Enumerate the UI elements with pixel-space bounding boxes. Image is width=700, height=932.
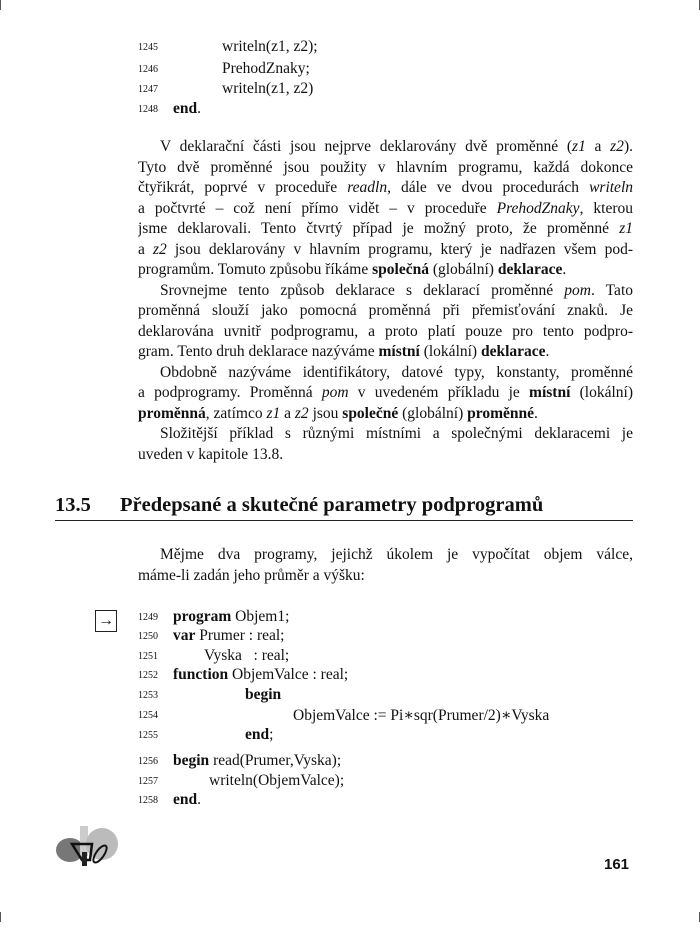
text-segment: Tyto dvě proměnné jsou použity v hlavním programu, každá dokonce xyxy=(138,158,633,176)
line-number: 1256 xyxy=(138,756,158,767)
code-line xyxy=(173,666,348,684)
text-segment: writeln(z1, z2); xyxy=(222,38,318,55)
text-segment: deklarována uvnitř podprogramu, a proto platí pouze pro tento podpro- xyxy=(138,322,633,340)
text-line xyxy=(138,323,633,343)
text-segment: ; xyxy=(269,726,274,743)
code-line xyxy=(204,647,289,665)
code-line xyxy=(173,608,289,626)
text-segment: jsou deklarovány v hlavním programu, který je nadřazen všem pod- xyxy=(166,240,633,258)
line-number: 1254 xyxy=(138,710,158,721)
text-segment: z2 xyxy=(610,138,624,155)
text-segment: Srovnejme tento způsob deklarace s deklarací proměnné xyxy=(160,281,565,299)
text-segment: end xyxy=(173,100,198,117)
text-line xyxy=(138,241,633,261)
code-line xyxy=(222,80,313,98)
text-line xyxy=(138,261,633,279)
text-segment: writeln(z1, z2) xyxy=(222,80,314,97)
crop-mark xyxy=(0,0,1,10)
line-number: 1250 xyxy=(138,631,158,642)
text-segment: z1 xyxy=(619,220,633,237)
line-number: 1245 xyxy=(138,42,158,53)
logo-icon xyxy=(52,822,132,872)
text-segment: a xyxy=(280,404,295,422)
text-segment: deklarace xyxy=(497,261,563,278)
text-segment: proměnná xyxy=(138,404,206,422)
text-segment: . xyxy=(534,404,538,422)
text-segment: end xyxy=(245,726,270,743)
text-segment: , kterou xyxy=(579,199,633,217)
text-segment: , zatímco xyxy=(205,404,267,422)
text-segment: begin xyxy=(173,752,210,769)
section-heading xyxy=(55,494,633,521)
line-number: 1253 xyxy=(138,690,158,701)
text-segment: writeln(ObjemValce); xyxy=(209,772,345,789)
text-segment: PrehodZnaky xyxy=(496,199,580,217)
text-segment: Mějme dva programy, jejichž úkolem je vypočítat objem válce, xyxy=(160,546,633,563)
line-number: 1257 xyxy=(138,776,158,787)
text-segment: proměnná slouží jako pomocná proměnná při přemisťování znaků. Je xyxy=(138,302,633,319)
text-segment: program xyxy=(173,608,232,625)
text-line xyxy=(138,159,633,179)
crop-mark xyxy=(0,912,1,922)
text-line xyxy=(160,282,633,302)
text-line xyxy=(138,567,633,585)
text-segment: jsou xyxy=(308,404,343,422)
text-segment: . xyxy=(545,343,550,360)
text-segment: místní xyxy=(529,384,571,401)
text-line xyxy=(138,220,633,240)
text-line xyxy=(160,425,633,445)
line-number: 1246 xyxy=(138,64,158,75)
text-segment: (globální) xyxy=(398,404,468,422)
code-line xyxy=(173,752,341,770)
code-line xyxy=(222,38,318,56)
text-segment: PrehodZnaky; xyxy=(222,60,310,77)
page-number: 161 xyxy=(604,856,630,873)
text-segment: Složitější příklad s různými místními a společnými deklaracemi je xyxy=(160,425,633,442)
text-segment: readln xyxy=(347,179,388,196)
line-number: 1251 xyxy=(138,651,158,662)
text-segment: (lokální) xyxy=(419,343,481,360)
text-segment: společné xyxy=(342,404,399,422)
text-line xyxy=(138,200,633,220)
text-segment: pom xyxy=(321,384,349,401)
text-line xyxy=(138,446,633,464)
text-segment: (globální) xyxy=(428,261,498,278)
code-line xyxy=(222,60,310,78)
text-segment: společná xyxy=(372,261,429,278)
text-segment: , dále ve dvou procedurách xyxy=(387,179,590,196)
text-segment: Objem1; xyxy=(231,608,290,625)
section-title: Předepsané a skutečné parametry podprogramů xyxy=(120,494,544,516)
text-segment: deklarace xyxy=(480,343,546,360)
text-segment: writeln xyxy=(589,179,633,196)
text-segment: čtyřikrát, poprvé v proceduře xyxy=(138,179,348,196)
text-segment: read(Prumer,Vyska); xyxy=(209,752,342,769)
text-segment: . xyxy=(197,100,201,117)
text-line xyxy=(160,546,633,566)
text-line xyxy=(160,364,633,384)
text-line xyxy=(138,179,633,199)
text-segment: var xyxy=(173,627,196,644)
text-segment: ObjemValce : real; xyxy=(228,666,349,683)
arrow-right-icon: → xyxy=(95,610,117,632)
text-segment: z1 xyxy=(266,404,281,422)
line-number: 1247 xyxy=(138,84,158,95)
code-line xyxy=(245,726,273,744)
code-line xyxy=(209,772,344,790)
text-segment: function xyxy=(173,666,229,683)
text-segment: proměnné xyxy=(467,404,535,422)
text-segment: (lokální) xyxy=(570,384,633,401)
text-segment: . Tato xyxy=(590,281,633,299)
text-line xyxy=(138,405,633,423)
code-line xyxy=(173,627,285,645)
text-segment: z2 xyxy=(294,404,309,422)
section-number: 13.5 xyxy=(55,494,91,516)
text-line xyxy=(138,343,633,361)
line-number: 1252 xyxy=(138,670,158,681)
code-line xyxy=(173,791,201,809)
text-segment: ). xyxy=(623,138,633,155)
text-segment: pom xyxy=(564,281,591,299)
text-segment: Vyska : real; xyxy=(204,647,290,664)
code-line xyxy=(245,686,281,704)
line-number: 1255 xyxy=(138,730,158,741)
text-segment: . xyxy=(562,261,567,278)
text-segment: Obdobně nazýváme identifikátory, datové typy, konstanty, proměnné xyxy=(160,363,633,381)
text-segment: v uvedeném příkladu je xyxy=(348,384,530,401)
line-number: 1248 xyxy=(138,104,158,115)
text-segment: z1 xyxy=(572,138,586,155)
text-segment: V deklarační části jsou nejprve deklarovány dvě proměnné ( xyxy=(160,138,573,155)
text-segment: a xyxy=(138,240,153,258)
text-segment: gram. Tento druh deklarace nazýváme xyxy=(138,343,379,360)
text-segment: end xyxy=(173,791,198,808)
text-segment: Prumer : real; xyxy=(195,627,285,644)
line-number: 1258 xyxy=(138,795,158,806)
text-line xyxy=(138,384,633,404)
text-segment: programům. Tomuto způsobu říkáme xyxy=(138,261,373,278)
code-line xyxy=(173,100,201,118)
text-segment: a xyxy=(585,138,611,155)
text-segment: a podprogramy. Proměnná xyxy=(138,384,322,401)
text-line xyxy=(138,302,633,322)
text-segment: jsme deklarovali. Tento čtvrtý případ je možný proto, že proměnné xyxy=(138,220,620,237)
text-segment: máme-li zadán jeho průměr a výšku: xyxy=(138,566,365,584)
text-segment: begin xyxy=(245,686,282,703)
text-segment: místní xyxy=(378,343,420,360)
code-line xyxy=(293,706,549,725)
text-line xyxy=(160,138,633,158)
text-segment: . xyxy=(197,791,201,808)
text-segment: uveden v kapitole 13.8. xyxy=(138,445,284,463)
text-segment: a počtvrté – což není přímo vidět – v proceduře xyxy=(138,199,497,217)
text-segment: z2 xyxy=(152,240,167,258)
line-number: 1249 xyxy=(138,612,158,623)
text-segment: ObjemValce := Pi∗sqr(Prumer/2)∗Vyska xyxy=(293,707,550,724)
